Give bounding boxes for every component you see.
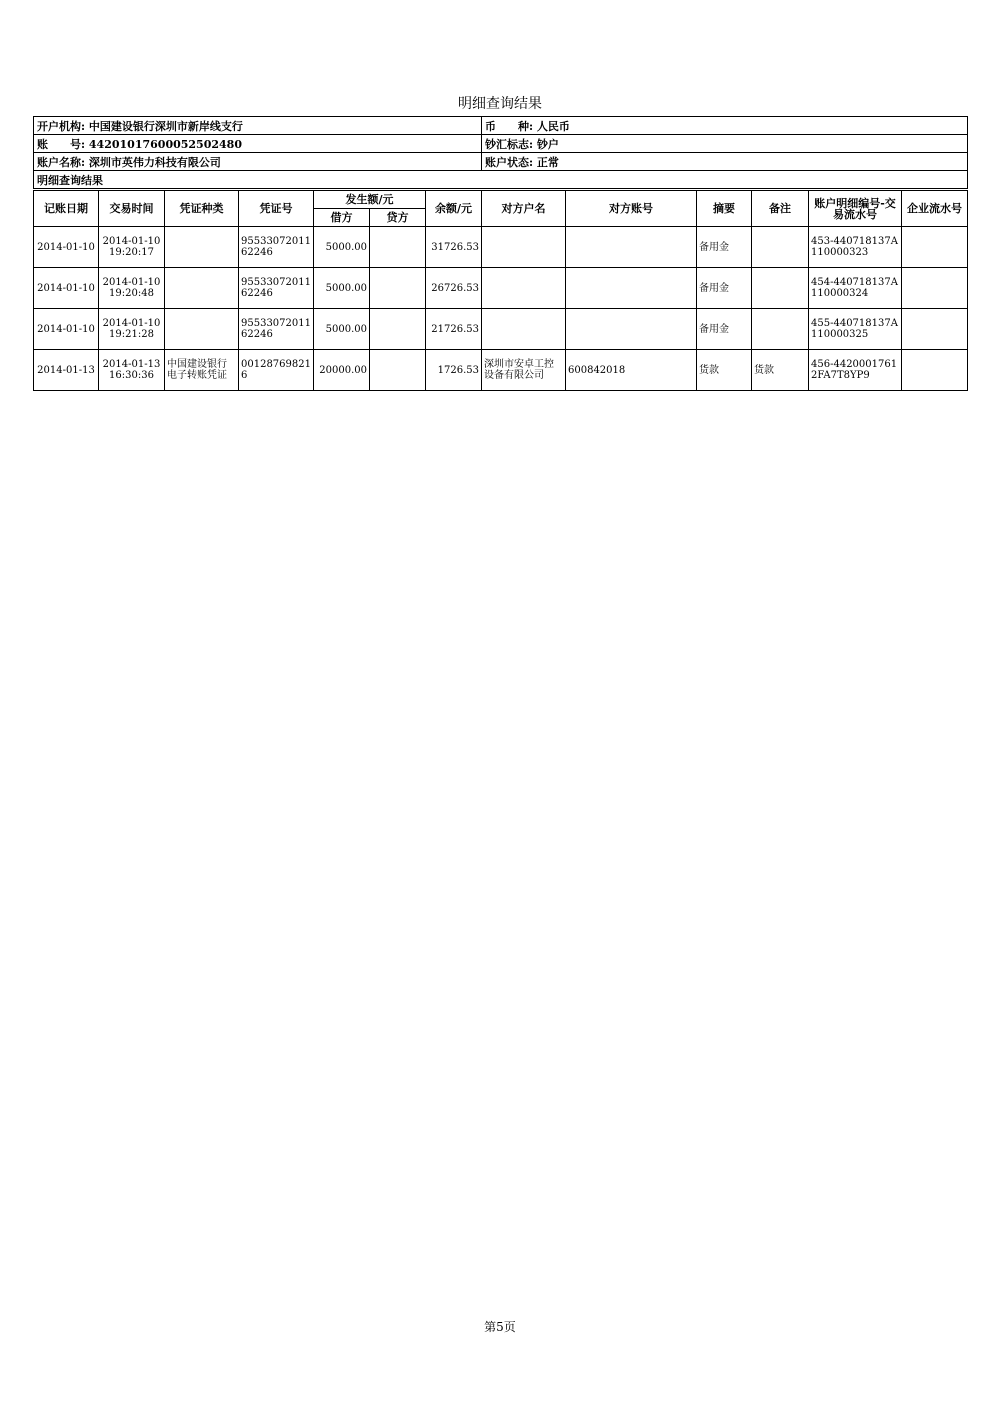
- remark-cell: 货款: [752, 350, 809, 391]
- col-summary: 摘要: [697, 191, 752, 227]
- summary-cell: 备用金: [697, 227, 752, 268]
- detail-no-cell: 453-440718137A110000323: [809, 227, 902, 268]
- institution-value: 中国建设银行深圳市新岸线支行: [88, 119, 243, 133]
- institution-label: 开户机构:: [37, 119, 86, 133]
- col-credit: 贷方: [370, 209, 426, 227]
- info-row-section: [34, 171, 968, 189]
- detail-no-cell: 454-440718137A110000324: [809, 268, 902, 309]
- col-voucher-no: 凭证号: [239, 191, 314, 227]
- counterparty-account-cell: [566, 309, 697, 350]
- cash-flag-value: 钞户: [536, 137, 559, 151]
- voucher-type-cell: 中国建设银行电子转账凭证: [165, 350, 239, 391]
- col-remark: 备注: [752, 191, 809, 227]
- credit-cell: [370, 268, 426, 309]
- transaction-rows: [34, 227, 968, 391]
- account-status-value: 正常: [536, 155, 559, 169]
- table-row: [34, 268, 968, 309]
- counterparty-name-cell: [482, 268, 566, 309]
- header-row-1: [34, 191, 968, 209]
- debit-cell: 20000.00: [314, 350, 370, 391]
- credit-cell: [370, 309, 426, 350]
- balance-cell: 1726.53: [426, 350, 482, 391]
- col-post-date: 记账日期: [34, 191, 99, 227]
- post-date-cell: 2014-01-10: [34, 268, 99, 309]
- counterparty-name-cell: [482, 309, 566, 350]
- voucher-no-cell: 001287698216: [239, 350, 314, 391]
- col-amount: 发生额/元: [314, 191, 426, 209]
- counterparty-account-cell: [566, 268, 697, 309]
- post-date-cell: 2014-01-10: [34, 227, 99, 268]
- table-row: [34, 227, 968, 268]
- counterparty-name-cell: 深圳市安卓工控设备有限公司: [482, 350, 566, 391]
- debit-cell: 5000.00: [314, 268, 370, 309]
- account-cell: [34, 135, 482, 153]
- currency-value: 人民币: [536, 119, 570, 133]
- col-detail-no: 账户明细编号-交易流水号: [809, 191, 902, 227]
- summary-cell: 备用金: [697, 309, 752, 350]
- col-trans-time: 交易时间: [99, 191, 165, 227]
- account-label: 账 号:: [37, 137, 86, 151]
- col-enterprise-no: 企业流水号: [902, 191, 968, 227]
- trans-time-cell: 2014-01-13 16:30:36: [99, 350, 165, 391]
- post-date-cell: 2014-01-13: [34, 350, 99, 391]
- account-name-cell: [34, 153, 482, 171]
- currency-cell: [482, 117, 968, 135]
- account-name-value: 深圳市英伟力科技有限公司: [88, 155, 221, 169]
- col-counterparty-name: 对方户名: [482, 191, 566, 227]
- col-debit: 借方: [314, 209, 370, 227]
- col-voucher-type: 凭证种类: [165, 191, 239, 227]
- voucher-no-cell: 9553307201162246: [239, 309, 314, 350]
- credit-cell: [370, 350, 426, 391]
- account-name-label: 账户名称:: [37, 155, 86, 169]
- cash-flag-cell: [482, 135, 968, 153]
- trans-time-cell: 2014-01-10 19:21:28: [99, 309, 165, 350]
- counterparty-name-cell: [482, 227, 566, 268]
- remark-cell: [752, 309, 809, 350]
- page-title: 明细查询结果: [458, 96, 542, 112]
- voucher-type-cell: [165, 227, 239, 268]
- counterparty-account-cell: 600842018: [566, 350, 697, 391]
- account-value: 44201017600052502480: [88, 137, 242, 151]
- institution-cell: [34, 117, 482, 135]
- enterprise-no-cell: [902, 350, 968, 391]
- table-row: [34, 309, 968, 350]
- detail-no-cell: 456-44200017612FA7T8YP9: [809, 350, 902, 391]
- enterprise-no-cell: [902, 268, 968, 309]
- col-balance: 余额/元: [426, 191, 482, 227]
- col-counterparty-account: 对方账号: [566, 191, 697, 227]
- currency-label: 币 种:: [485, 119, 534, 133]
- counterparty-account-cell: [566, 227, 697, 268]
- trans-time-cell: 2014-01-10 19:20:17: [99, 227, 165, 268]
- detail-no-cell: 455-440718137A110000325: [809, 309, 902, 350]
- debit-cell: 5000.00: [314, 227, 370, 268]
- balance-cell: 26726.53: [426, 268, 482, 309]
- voucher-type-cell: [165, 268, 239, 309]
- enterprise-no-cell: [902, 309, 968, 350]
- voucher-no-cell: 9553307201162246: [239, 227, 314, 268]
- trans-time-cell: 2014-01-10 19:20:48: [99, 268, 165, 309]
- remark-cell: [752, 227, 809, 268]
- transaction-table: [33, 190, 968, 391]
- debit-cell: 5000.00: [314, 309, 370, 350]
- voucher-no-cell: 9553307201162246: [239, 268, 314, 309]
- enterprise-no-cell: [902, 227, 968, 268]
- section-label: 明细查询结果: [34, 171, 968, 189]
- info-row-account: [34, 135, 968, 153]
- post-date-cell: 2014-01-10: [34, 309, 99, 350]
- account-status-label: 账户状态:: [485, 155, 534, 169]
- credit-cell: [370, 227, 426, 268]
- table-row: [34, 350, 968, 391]
- voucher-type-cell: [165, 309, 239, 350]
- page-number: 第5页: [484, 1320, 516, 1334]
- summary-cell: 备用金: [697, 268, 752, 309]
- balance-cell: 31726.53: [426, 227, 482, 268]
- balance-cell: 21726.53: [426, 309, 482, 350]
- remark-cell: [752, 268, 809, 309]
- account-status-cell: [482, 153, 968, 171]
- cash-flag-label: 钞汇标志:: [485, 137, 534, 151]
- info-row-institution: [34, 117, 968, 135]
- account-info-table: [33, 116, 968, 189]
- info-row-account-name: [34, 153, 968, 171]
- summary-cell: 货款: [697, 350, 752, 391]
